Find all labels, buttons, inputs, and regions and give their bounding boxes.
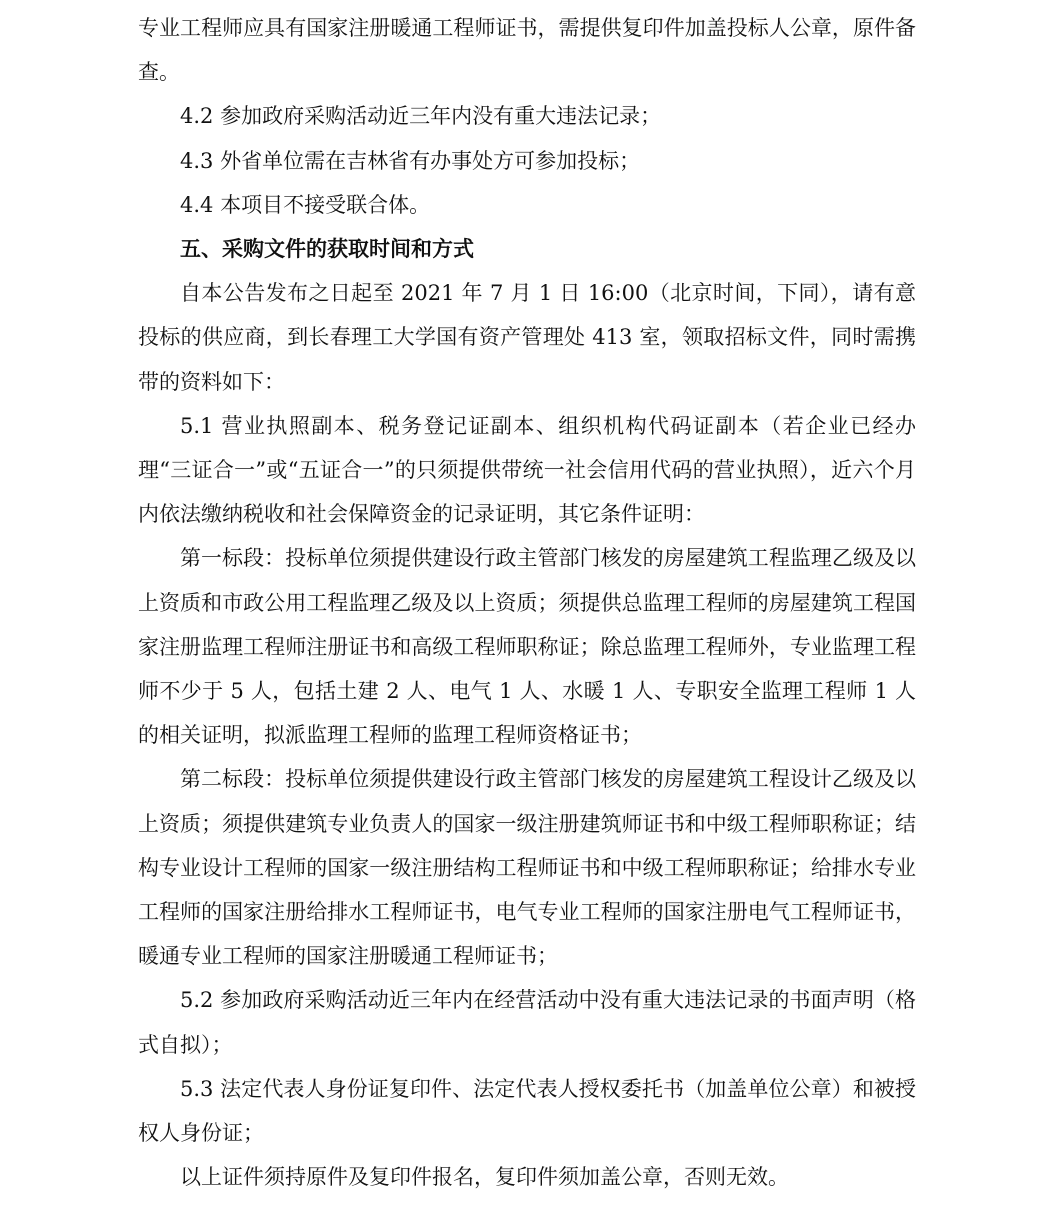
document-page bbox=[138, 6, 916, 1199]
paragraph-4-3: 4.3 外省单位需在吉林省有办事处方可参加投标； bbox=[180, 148, 641, 173]
paragraph-lot-2: 第二标段：投标单位须提供建设行政主管部门核发的房屋建筑工程设计乙级及以上资质；须提供建筑专业负责人的国家一级注册建筑师证书和中级工程师职称证；结构专业设计工程师的国家一级注册结构工程师证书和中级工程师职称证；给排水专业工程师的国家注册给排水工程师证书，电气专业工程师的国家注册电气工程师证书，暖通专业工程师的国家注册暖通工程师证书； bbox=[138, 767, 916, 969]
paragraph-5-intro: 自本公告发布之日起至 2021 年 7 月 1 日 16:00（北京时间，下同），请有意投标的供应商，到长春理工大学国有资产管理处 413 室，领取招标文件，同时需携带的资料如下： bbox=[138, 281, 916, 394]
paragraph-5-1: 5.1 营业执照副本、税务登记证副本、组织机构代码证副本（若企业已经办理“三证合一”或“五证合一”的只须提供带统一社会信用代码的营业执照），近六个月内依法缴纳税收和社会保障资金的记录证明，其它条件证明： bbox=[138, 413, 916, 527]
paragraph-continuation: 专业工程师应具有国家注册暖通工程师证书，需提供复印件加盖投标人公章，原件备查。 bbox=[138, 16, 916, 85]
paragraph-closing: 以上证件须持原件及复印件报名，复印件须加盖公章，否则无效。 bbox=[180, 1165, 789, 1190]
paragraph-lot-1: 第一标段：投标单位须提供建设行政主管部门核发的房屋建筑工程监理乙级及以上资质和市政公用工程监理乙级及以上资质；须提供总监理工程师的房屋建筑工程国家注册监理工程师注册证书和高级工程师职称证；除总监理工程师外，专业监理工程师不少于 5 人，包括土建 2 人、电气 1 人、水暖 1 人、专职安全监理工程师 1 人的相关证明，拟派监理工程师的监理工程师资格证书； bbox=[138, 546, 916, 748]
section-heading-5: 五、采购文件的获取时间和方式 bbox=[180, 237, 474, 262]
paragraph-5-2: 5.2 参加政府采购活动近三年内在经营活动中没有重大违法记录的书面声明（格式自拟）； bbox=[138, 988, 916, 1057]
paragraph-4-2: 4.2 参加政府采购活动近三年内没有重大违法记录； bbox=[180, 104, 662, 129]
paragraph-5-3: 5.3 法定代表人身份证复印件、法定代表人授权委托书（加盖单位公章）和被授权人身份证； bbox=[138, 1076, 916, 1146]
paragraph-4-4: 4.4 本项目不接受联合体。 bbox=[180, 192, 431, 217]
